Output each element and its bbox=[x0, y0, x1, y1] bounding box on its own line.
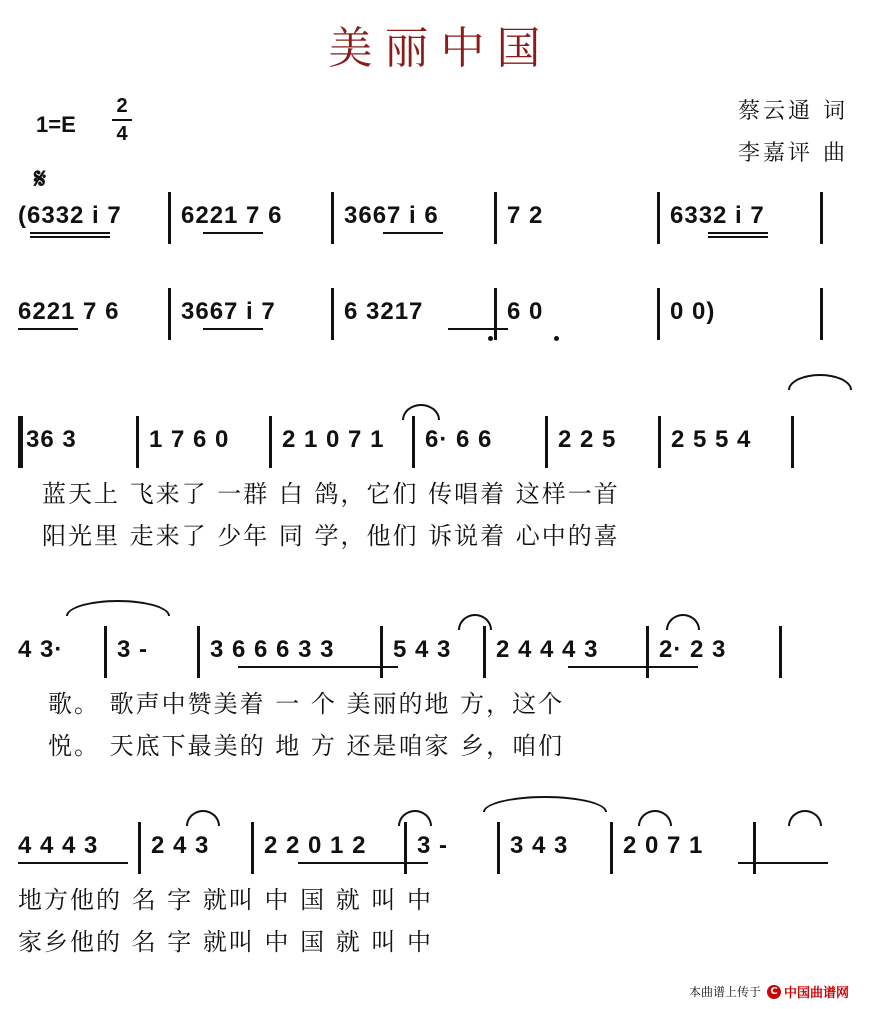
measure: 3 4 3 bbox=[510, 832, 569, 859]
barline bbox=[136, 416, 139, 468]
tie bbox=[788, 374, 852, 390]
barline bbox=[138, 822, 141, 874]
beam bbox=[18, 328, 78, 330]
key-signature: 1=E bbox=[36, 112, 76, 137]
measure: 2 1 0 7 1 bbox=[282, 426, 385, 453]
measure: 5 4 3 bbox=[393, 636, 452, 663]
measure: 2 2 0 1 2 bbox=[264, 832, 367, 859]
barline bbox=[404, 822, 407, 874]
beam bbox=[298, 862, 428, 864]
measure: 2 2 5 bbox=[558, 426, 617, 453]
barline bbox=[269, 416, 272, 468]
measure: (6332 i 7 bbox=[18, 202, 122, 229]
tie bbox=[398, 810, 432, 826]
score-line-1 bbox=[18, 196, 863, 246]
beam bbox=[203, 232, 263, 234]
measure: 1 7 6 0 bbox=[149, 426, 230, 453]
beam bbox=[18, 862, 128, 864]
barline bbox=[331, 192, 334, 244]
beam bbox=[383, 232, 443, 234]
beam bbox=[738, 862, 828, 864]
barline bbox=[779, 626, 782, 678]
measure: 6332 i 7 bbox=[670, 202, 765, 229]
lyric-line: 地方他的 名 字 就叫 中 国 就 叫 中 bbox=[18, 886, 434, 914]
measure: 3 6 6 6 3 3 bbox=[210, 636, 335, 663]
beam bbox=[238, 666, 398, 668]
tie bbox=[666, 614, 700, 630]
octave-dot bbox=[554, 336, 559, 341]
footer-text: 本曲谱上传于 bbox=[688, 985, 761, 999]
tie bbox=[458, 614, 492, 630]
measure: 6 3217 bbox=[344, 298, 424, 325]
measure: 3667 i 7 bbox=[181, 298, 276, 325]
measure: 3667 i 6 bbox=[344, 202, 439, 229]
beam bbox=[708, 236, 768, 238]
score-line-4 bbox=[18, 630, 863, 680]
score-line-5 bbox=[18, 826, 863, 876]
barline bbox=[753, 822, 756, 874]
measure: 6221 7 6 bbox=[18, 298, 120, 325]
logo-icon: C bbox=[767, 985, 781, 999]
measure: 6221 7 6 bbox=[181, 202, 283, 229]
barline bbox=[658, 416, 661, 468]
lyric-line: 歌。 歌声中赞美着 一 个 美丽的地 方，这个 bbox=[48, 690, 565, 718]
measure: 2 4 3 bbox=[151, 832, 210, 859]
measure: 3 - bbox=[117, 636, 149, 663]
repeat-barline bbox=[18, 416, 23, 468]
tie bbox=[788, 810, 822, 826]
measure: 2· 2 3 bbox=[659, 636, 727, 663]
time-signature bbox=[110, 95, 134, 145]
barline bbox=[104, 626, 107, 678]
composer-credit: 李嘉评 曲 bbox=[738, 141, 848, 166]
barline bbox=[657, 288, 660, 340]
beam bbox=[708, 232, 768, 234]
barline bbox=[646, 626, 649, 678]
measure: 7 2 bbox=[507, 202, 544, 229]
lyricist-credit: 蔡云通 词 bbox=[738, 99, 848, 124]
time-signature-bar bbox=[112, 119, 132, 121]
measure: 2 5 5 4 bbox=[671, 426, 752, 453]
tie bbox=[66, 600, 170, 616]
measure: 0 0) bbox=[670, 298, 716, 325]
lyric-line: 阳光里 走来了 少年 同 学，他们 诉说着 心中的喜 bbox=[42, 522, 620, 550]
score-line-3 bbox=[18, 420, 863, 470]
segno-icon: 𝄋 bbox=[34, 162, 47, 195]
measure: 3 - bbox=[417, 832, 449, 859]
site-logo[interactable] bbox=[767, 982, 849, 1001]
beam bbox=[203, 328, 263, 330]
barline bbox=[497, 822, 500, 874]
barline bbox=[412, 416, 415, 468]
barline bbox=[610, 822, 613, 874]
tie bbox=[402, 404, 440, 420]
barline bbox=[251, 822, 254, 874]
song-title: 美丽中国 bbox=[328, 23, 553, 74]
barline bbox=[545, 416, 548, 468]
barline bbox=[494, 192, 497, 244]
site-name: 中国曲谱网 bbox=[783, 986, 849, 1001]
measure: 36 3 bbox=[26, 426, 77, 453]
octave-dot bbox=[488, 336, 493, 341]
barline bbox=[494, 288, 497, 340]
beam bbox=[448, 328, 508, 330]
barline bbox=[791, 416, 794, 468]
barline bbox=[657, 192, 660, 244]
measure: 6 0 bbox=[507, 298, 544, 325]
measure: 2 4 4 4 3 bbox=[496, 636, 599, 663]
measure: 4 3· bbox=[18, 636, 64, 663]
barline bbox=[820, 192, 823, 244]
time-signature-bottom: 4 bbox=[116, 123, 128, 145]
measure: 4 4 4 3 bbox=[18, 832, 99, 859]
measure: 6· 6 6 bbox=[425, 426, 493, 453]
beam bbox=[30, 232, 110, 234]
barline bbox=[483, 626, 486, 678]
barline bbox=[380, 626, 383, 678]
tie bbox=[483, 796, 607, 812]
barline bbox=[197, 626, 200, 678]
measure: 2 0 7 1 bbox=[623, 832, 704, 859]
beam bbox=[30, 236, 110, 238]
lyric-line: 蓝天上 飞来了 一群 白 鸽，它们 传唱着 这样一首 bbox=[42, 480, 620, 508]
tie bbox=[638, 810, 672, 826]
score-line-2 bbox=[18, 292, 863, 342]
lyric-line: 悦。 天底下最美的 地 方 还是咱家 乡，咱们 bbox=[48, 732, 565, 760]
tie bbox=[186, 810, 220, 826]
barline bbox=[168, 192, 171, 244]
barline bbox=[820, 288, 823, 340]
lyric-line: 家乡他的 名 字 就叫 中 国 就 叫 中 bbox=[18, 928, 434, 956]
barline bbox=[168, 288, 171, 340]
barline bbox=[331, 288, 334, 340]
beam bbox=[568, 666, 698, 668]
footer bbox=[689, 982, 849, 1001]
time-signature-top: 2 bbox=[116, 95, 128, 117]
